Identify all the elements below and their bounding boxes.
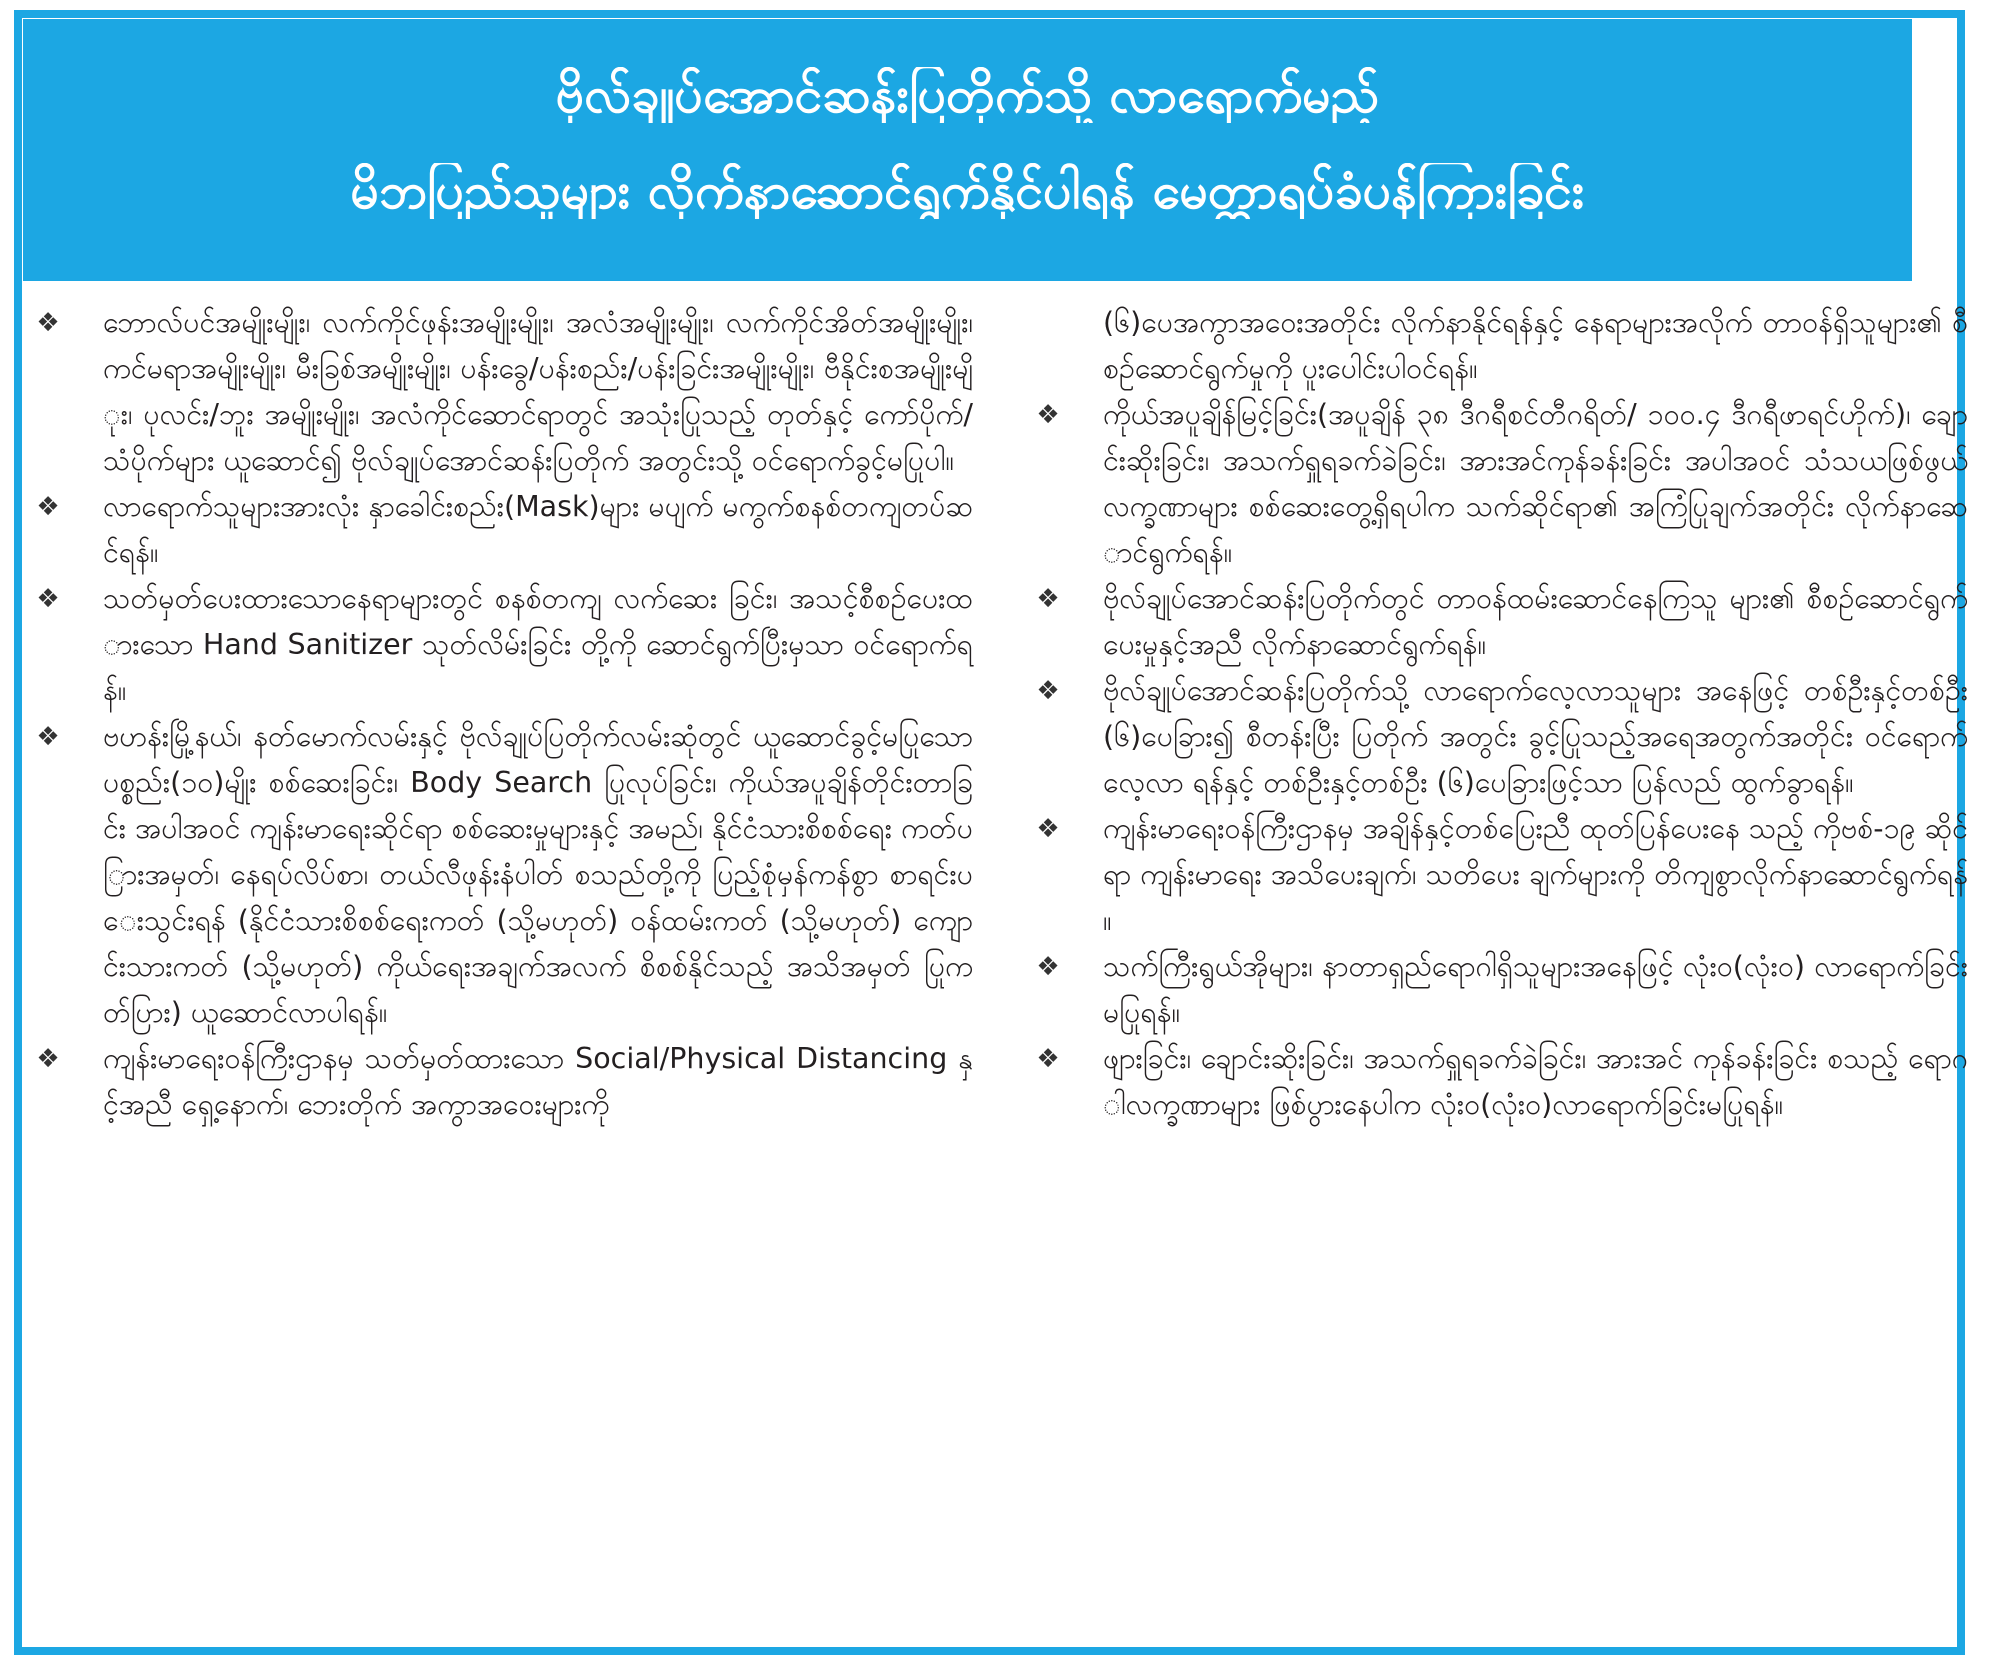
diamond-bullet-icon: ❖	[1036, 814, 1060, 844]
rule-item	[1023, 806, 1968, 944]
right-column	[1023, 300, 1968, 1128]
rule-item	[1023, 668, 1968, 806]
rule-text: သတ်မှတ်ပေးထားသောနေရာများတွင် စနစ်တကျ လက်ဆေး ခြင်း၊ အသင့်စီစဉ်ပေးထားသော Hand Sanitizer သုတ်လိမ်းခြင်း တို့ကို ဆောင်ရွက်ပြီးမှသာ ဝင်ရောက်ရန်။	[103, 582, 973, 707]
rule-text: ဗိုလ်ချုပ်အောင်ဆန်းပြတိုက်သို့ လာရောက်လေ့လာသူများ အနေဖြင့် တစ်ဦးနှင့်တစ်ဦး (၆)ပေခြား၍ စီတန်းပြီး ပြတိုက် အတွင်း ခွင့်ပြုသည့်အရေအတွက်အတိုင်း ဝင်ရောက်လေ့လာ ရန်နှင့် တစ်ဦးနှင့်တစ်ဦး (၆)ပေခြားဖြင့်သာ ပြန်လည် ထွက်ခွာရန်။	[1103, 674, 1968, 799]
rule-text: ဖျားခြင်း၊ ချောင်းဆိုးခြင်း၊ အသက်ရှူရခက်ခဲခြင်း၊ အားအင် ကုန်ခန်းခြင်း စသည့် ရောဂါလက္ခဏာများ ဖြစ်ပွားနေပါက လုံးဝ(လုံးဝ)လာရောက်ခြင်းမပြုရန်။	[1103, 1042, 1968, 1121]
rule-item	[1023, 944, 1968, 1036]
rule-item	[23, 300, 973, 484]
rule-text: ဘောလ်ပင်အမျိုးမျိုး၊ လက်ကိုင်ဖုန်းအမျိုးမျိုး၊ အလံအမျိုးမျိုး၊ လက်ကိုင်အိတ်အမျိုးမျိုး၊ ကင်မရာအမျိုးမျိုး၊ မီးခြစ်အမျိုးမျိုး၊ ပန်းခွေ/ပန်းစည်း/ပန်းခြင်းအမျိုးမျိုး၊ ဗီနိုင်းစအမျိုးမျိုး၊ ပုလင်း/ဘူး အမျိုးမျိုး၊ အလံကိုင်ဆောင်ရာတွင် အသုံးပြုသည့် တုတ်နှင့် ကော်ပိုက်/ သံပိုက်များ ယူဆောင်၍ ဗိုလ်ချုပ်အောင်ဆန်းပြတိုက် အတွင်းသို့ ဝင်ရောက်ခွင့်မပြုပါ။	[103, 306, 973, 477]
rule-text: သက်ကြီးရွယ်အိုများ၊ နာတာရှည်ရောဂါရှိသူများအနေဖြင့် လုံးဝ(လုံးဝ) လာရောက်ခြင်း မပြုရန်။	[1103, 950, 1968, 1029]
rule-item	[23, 484, 973, 576]
notice-body	[23, 300, 1968, 1620]
notice-title-line-1: ဗိုလ်ချုပ်အောင်ဆန်းပြတိုက်သို့ လာရောက်မည့်	[555, 67, 1380, 123]
diamond-bullet-icon: ❖	[36, 308, 60, 338]
rule-text: (၆)ပေအကွာအဝေးအတိုင်း လိုက်နာနိုင်ရန်နှင့် နေရာများအလိုက် တာဝန်ရှိသူများ၏ စီစဉ်ဆောင်ရွက်မှုကို ပူးပေါင်းပါဝင်ရန်။	[1103, 306, 1968, 385]
diamond-bullet-icon: ❖	[1036, 584, 1060, 614]
rule-text: ကျန်းမာရေးဝန်ကြီးဌာနမှ အချိန်နှင့်တစ်ပြေးညီ ထုတ်ပြန်ပေးနေ သည့် ကိုဗစ်-၁၉ ဆိုင်ရာ ကျန်းမာရေး အသိပေးချက်၊ သတိပေး ချက်များကို တိကျစွာလိုက်နာဆောင်ရွက်ရန်။	[1103, 812, 1968, 937]
rule-item	[23, 576, 973, 714]
rule-text: လာရောက်သူများအားလုံး နှာခေါင်းစည်း(Mask)များ မပျက် မကွက်စနစ်တကျတပ်ဆင်ရန်။	[103, 490, 973, 569]
rule-continuation	[1023, 300, 1968, 392]
notice-header	[23, 19, 1912, 281]
rule-item	[1023, 392, 1968, 576]
left-column	[23, 300, 973, 1128]
diamond-bullet-icon: ❖	[36, 584, 60, 614]
diamond-bullet-icon: ❖	[36, 492, 60, 522]
rule-item	[23, 1036, 973, 1128]
diamond-bullet-icon: ❖	[1036, 676, 1060, 706]
diamond-bullet-icon: ❖	[1036, 952, 1060, 982]
diamond-bullet-icon: ❖	[36, 1044, 60, 1074]
rule-text: ကျန်းမာရေးဝန်ကြီးဌာနမှ သတ်မှတ်ထားသော Social/Physical Distancing နှင့်အညီ ရှေ့နောက်၊ ဘေးတိုက် အကွာအဝေးများကို	[103, 1042, 973, 1121]
rule-item	[1023, 576, 1968, 668]
rule-text: ကိုယ်အပူချိန်မြင့်ခြင်း(အပူချိန် ၃၈ ဒီဂရီစင်တီဂရိတ်/ ၁၀၀.၄ ဒီဂရီဖာရင်ဟိုက်)၊ ချောင်းဆိုးခြင်း၊ အသက်ရှူရခက်ခဲခြင်း၊ အားအင်ကုန်ခန်းခြင်း အပါအဝင် သံသယဖြစ်ဖွယ်လက္ခဏာများ စစ်ဆေးတွေ့ရှိရပါက သက်ဆိုင်ရာ၏ အကြံပြုချက်အတိုင်း လိုက်နာဆောင်ရွက်ရန်။	[1103, 398, 1968, 569]
notice-title-line-2: မိဘပြည်သူများ လိုက်နာဆောင်ရွက်နိုင်ပါရန် မေတ္တာရပ်ခံပန်ကြားခြင်း	[350, 163, 1585, 219]
rule-item	[1023, 1036, 1968, 1128]
rule-item	[23, 714, 973, 1036]
diamond-bullet-icon: ❖	[36, 722, 60, 752]
diamond-bullet-icon: ❖	[1036, 1044, 1060, 1074]
diamond-bullet-icon: ❖	[1036, 400, 1060, 430]
rule-text: ဗဟန်းမြို့နယ်၊ နတ်မောက်လမ်းနှင့် ဗိုလ်ချုပ်ပြတိုက်လမ်းဆုံတွင် ယူဆောင်ခွင့်မပြုသော ပစ္စည်း(၁၀)မျိုး စစ်ဆေးခြင်း၊ Body Search ပြုလုပ်ခြင်း၊ ကိုယ်အပူချိန်တိုင်းတာခြင်း အပါအဝင် ကျန်းမာရေးဆိုင်ရာ စစ်ဆေးမှုများနှင့် အမည်၊ နိုင်ငံသားစိစစ်ရေး ကတ်ပြားအမှတ်၊ နေရပ်လိပ်စာ၊ တယ်လီဖုန်းနံပါတ် စသည်တို့ကို ပြည့်စုံမှန်ကန်စွာ စာရင်းပေးသွင်းရန် (နိုင်ငံသားစိစစ်ရေးကတ် (သို့မဟုတ်) ဝန်ထမ်းကတ် (သို့မဟုတ်) ကျောင်းသားကတ် (သို့မဟုတ်) ကိုယ်ရေးအချက်အလက် စိစစ်နိုင်သည့် အသိအမှတ် ပြုကတ်ပြား) ယူဆောင်လာပါရန်။	[103, 720, 973, 1029]
rule-text: ဗိုလ်ချုပ်အောင်ဆန်းပြတိုက်တွင် တာဝန်ထမ်းဆောင်နေကြသူ များ၏ စီစဉ်ဆောင်ရွက်ပေးမှုနှင့်အညီ လိုက်နာဆောင်ရွက်ရန်။	[1103, 582, 1968, 661]
